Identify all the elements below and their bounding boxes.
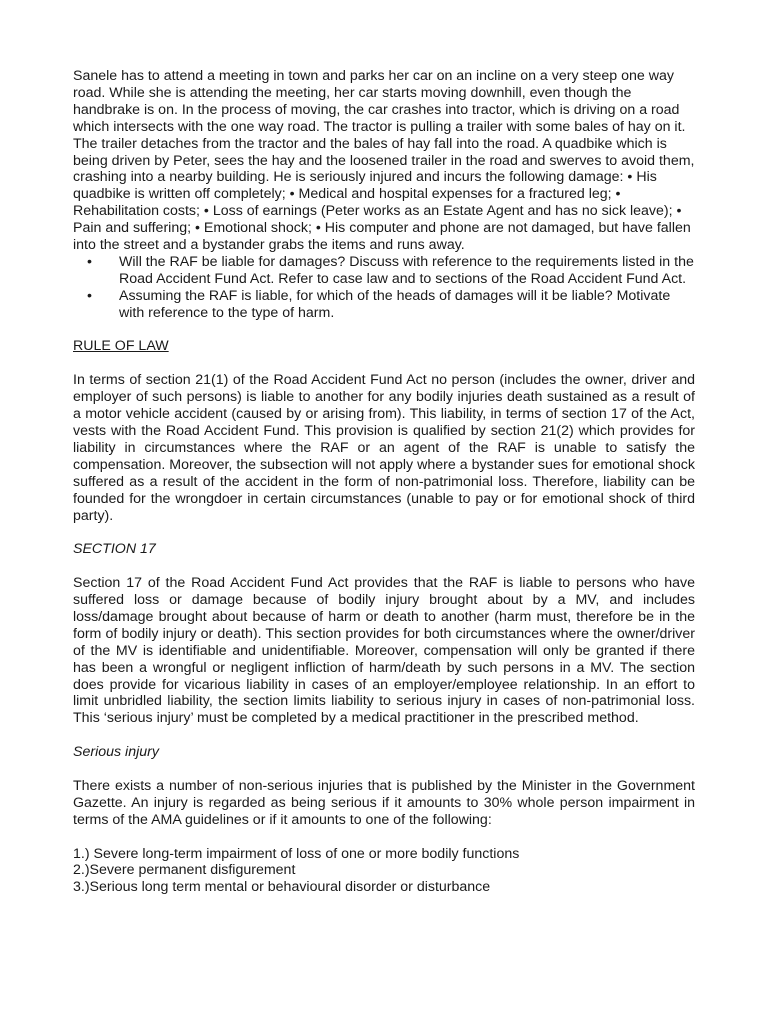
question-text: Assuming the RAF is liable, for which of the heads of damages will it be liable? Motivate with reference to the type of harm. — [119, 287, 671, 321]
section-17-paragraph: Section 17 of the Road Accident Fund Act provides that the RAF is liable to persons who have suffered loss or damage because of bodily injury brought about by a MV, and includes loss/damage brought about because of harm or death to another (harm must, therefore be in the form of bodily injury or death). This section provides for both circumstances where the owner/driver of the MV is identifiable and unidentifiable. Moreover, compensation will only be granted if there has been a wrongful or negligent infliction of harm/death by such persons in a MV. The section does provide for vicarious liability in cases of an employer/employee relationship. In an effort to limit unbridled liability, the section limits liability to serious injury in cases of non-patrimonial loss. This ‘serious injury’ must be completed by a medical practitioner in the prescribed method. — [73, 575, 695, 727]
rule-of-law-paragraph: In terms of section 21(1) of the Road Accident Fund Act no person (includes the owner, driver and employer of such persons) is liable to another for any bodily injuries death sustained as a result of a motor vehicle accident (caused by or arising from). This liability, in terms of section 17 of the Act, vests with the Road Accident Fund. This provision is qualified by section 21(2) which provides for liability in circumstances where the RAF or an agent of the RAF is unable to satisfy the compensation. Moreover, the subsection will not apply where a bystander sues for emotional shock suffered as a result of the accident in the form of non-patrimonial loss. Therefore, liability can be founded for the wrongdoer in certain circumstances (unable to pay or for emotional shock of third party). — [73, 372, 695, 524]
rule-of-law-heading: RULE OF LAW — [73, 338, 169, 355]
spacer — [73, 761, 695, 778]
spacer — [73, 829, 695, 846]
question-text: Will the RAF be liable for damages? Discuss with reference to the requirements listed in the Road Accident Fund Act. Refer to case law and to sections of the Road Accident Fund Act. — [119, 253, 694, 287]
serious-injury-list-item: 2.)Severe permanent disfigurement — [73, 862, 296, 879]
question-item — [73, 288, 695, 322]
bullet-icon: • — [87, 253, 92, 270]
spacer — [73, 322, 695, 339]
spacer — [73, 524, 695, 541]
serious-injury-paragraph: There exists a number of non-serious injuries that is published by the Minister in the Government Gazette. An injury is regarded as being serious if it amounts to 30% whole person impairment in terms of the AMA guidelines or if it amounts to one of the following: — [73, 777, 695, 828]
question-list — [73, 254, 695, 322]
spacer — [73, 355, 695, 372]
bullet-icon: • — [87, 287, 92, 304]
serious-injury-list-item: 1.) Severe long-term impairment of loss of one or more bodily functions — [73, 845, 520, 862]
serious-injury-list-item: 3.)Serious long term mental or behavioural disorder or disturbance — [73, 879, 491, 896]
spacer — [73, 727, 695, 744]
section-17-heading: SECTION 17 — [73, 541, 156, 558]
question-item — [73, 254, 695, 288]
spacer — [73, 558, 695, 575]
serious-injury-heading: Serious injury — [73, 744, 159, 761]
document-body — [73, 68, 695, 896]
scenario-paragraph: Sanele has to attend a meeting in town and parks her car on an incline on a very steep one way road. While she is attending the meeting, her car starts moving downhill, even though the handbrake is on. In the process of moving, the car crashes into tractor, which is driving on a road which intersects with the one way road. The tractor is pulling a trailer with some bales of hay on it. The trailer detaches from the tractor and the bales of hay fall into the road. A quadbike which is being driven by Peter, sees the hay and the loosened trailer in the road and swerves to avoid them, crashing into a nearby building. He is seriously injured and incurs the following damage: • His quadbike is written off completely; • Medical and hospital expenses for a fractured leg; • Rehabilitation costs; • Loss of earnings (Peter works as an Estate Agent and has no sick leave); • Pain and suffering; • Emotional shock; • His computer and phone are not damaged, but have fallen into the street and a bystander grabs the items and runs away. — [73, 68, 695, 254]
